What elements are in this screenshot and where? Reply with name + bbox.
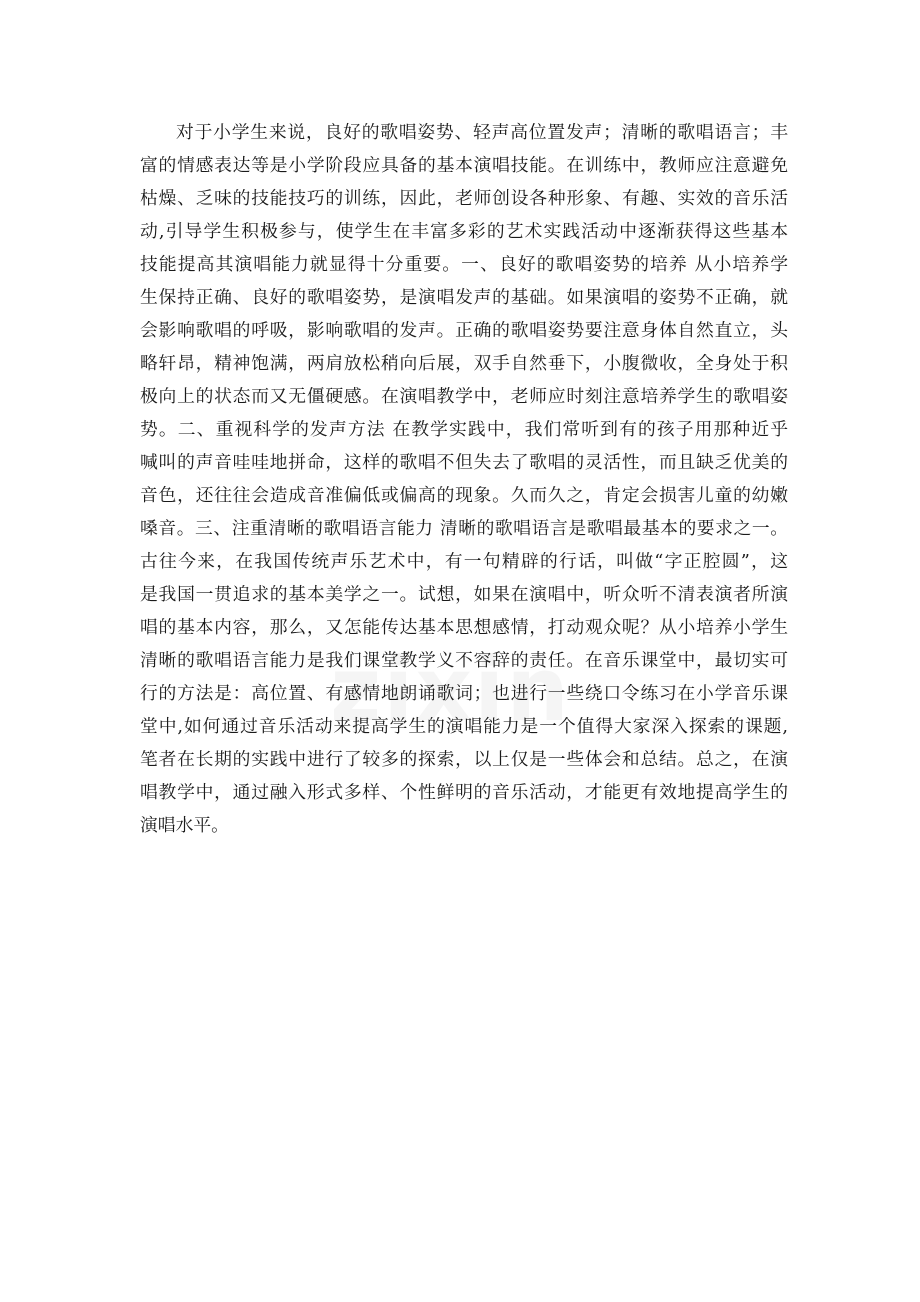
text-line: 枯燥、乏味的技能技巧的训练，因此，老师创设各种形象、有趣、实效的音乐活	[140, 188, 788, 209]
text-line: 古往今来，在我国传统声乐艺术中，有一句精辟的行话，叫做“字正腔圆”，这	[140, 551, 788, 572]
text-line: 嗓音。三、注重清晰的歌唱语言能力 清晰的歌唱语言是歌唱最基本的要求之一。	[140, 518, 788, 539]
text-line: 演唱水平。	[140, 815, 229, 836]
text-line: 喊叫的声音哇哇地拼命，这样的歌唱不但失去了歌唱的灵活性，而且缺乏优美的	[140, 452, 788, 473]
text-line: 略轩昂，精神饱满，两肩放松稍向后展，双手自然垂下，小腹微收，全身处于积	[140, 353, 788, 374]
text-line: 行的方法是：高位置、有感情地朗诵歌词；也进行一些绕口令练习在小学音乐课	[140, 683, 788, 704]
text-line: 对于小学生来说，良好的歌唱姿势、轻声高位置发声；清晰的歌唱语言；丰	[176, 122, 788, 143]
text-line: 清晰的歌唱语言能力是我们课堂教学义不容辞的责任。在音乐课堂中，最切实可	[140, 650, 788, 671]
text-line: 动,引导学生积极参与，使学生在丰富多彩的艺术实践活动中逐渐获得这些基本	[140, 221, 788, 242]
text-line: 会影响歌唱的呼吸，影响歌唱的发声。正确的歌唱姿势要注意身体自然直立，头	[140, 320, 788, 341]
text-line: 是我国一贯追求的基本美学之一。试想，如果在演唱中，听众听不清表演者所演	[140, 584, 788, 605]
text-line: 势。二、重视科学的发声方法 在教学实践中，我们常听到有的孩子用那种近乎	[140, 419, 788, 440]
body-paragraph	[140, 116, 788, 842]
text-line: 音色，还往往会造成音准偏低或偏高的现象。久而久之，肯定会损害儿童的幼嫩	[140, 485, 788, 506]
text-line: 唱的基本内容，那么，又怎能传达基本思想感情，打动观众呢？从小培养小学生	[140, 617, 788, 638]
text-line: 生保持正确、良好的歌唱姿势，是演唱发声的基础。如果演唱的姿势不正确，就	[140, 287, 788, 308]
text-line: 富的情感表达等是小学阶段应具备的基本演唱技能。在训练中，教师应注意避免	[140, 155, 788, 176]
text-line: 技能提高其演唱能力就显得十分重要。一、良好的歌唱姿势的培养 从小培养学	[140, 254, 788, 275]
text-line: 堂中,如何通过音乐活动来提高学生的演唱能力是一个值得大家深入探索的课题,	[140, 716, 788, 737]
text-line: 唱教学中，通过融入形式多样、个性鲜明的音乐活动，才能更有效地提高学生的	[140, 782, 788, 803]
text-line: 笔者在长期的实践中进行了较多的探索，以上仅是一些体会和总结。总之，在演	[140, 749, 788, 770]
text-line: 极向上的状态而又无僵硬感。在演唱教学中，老师应时刻注意培养学生的歌唱姿	[140, 386, 788, 407]
